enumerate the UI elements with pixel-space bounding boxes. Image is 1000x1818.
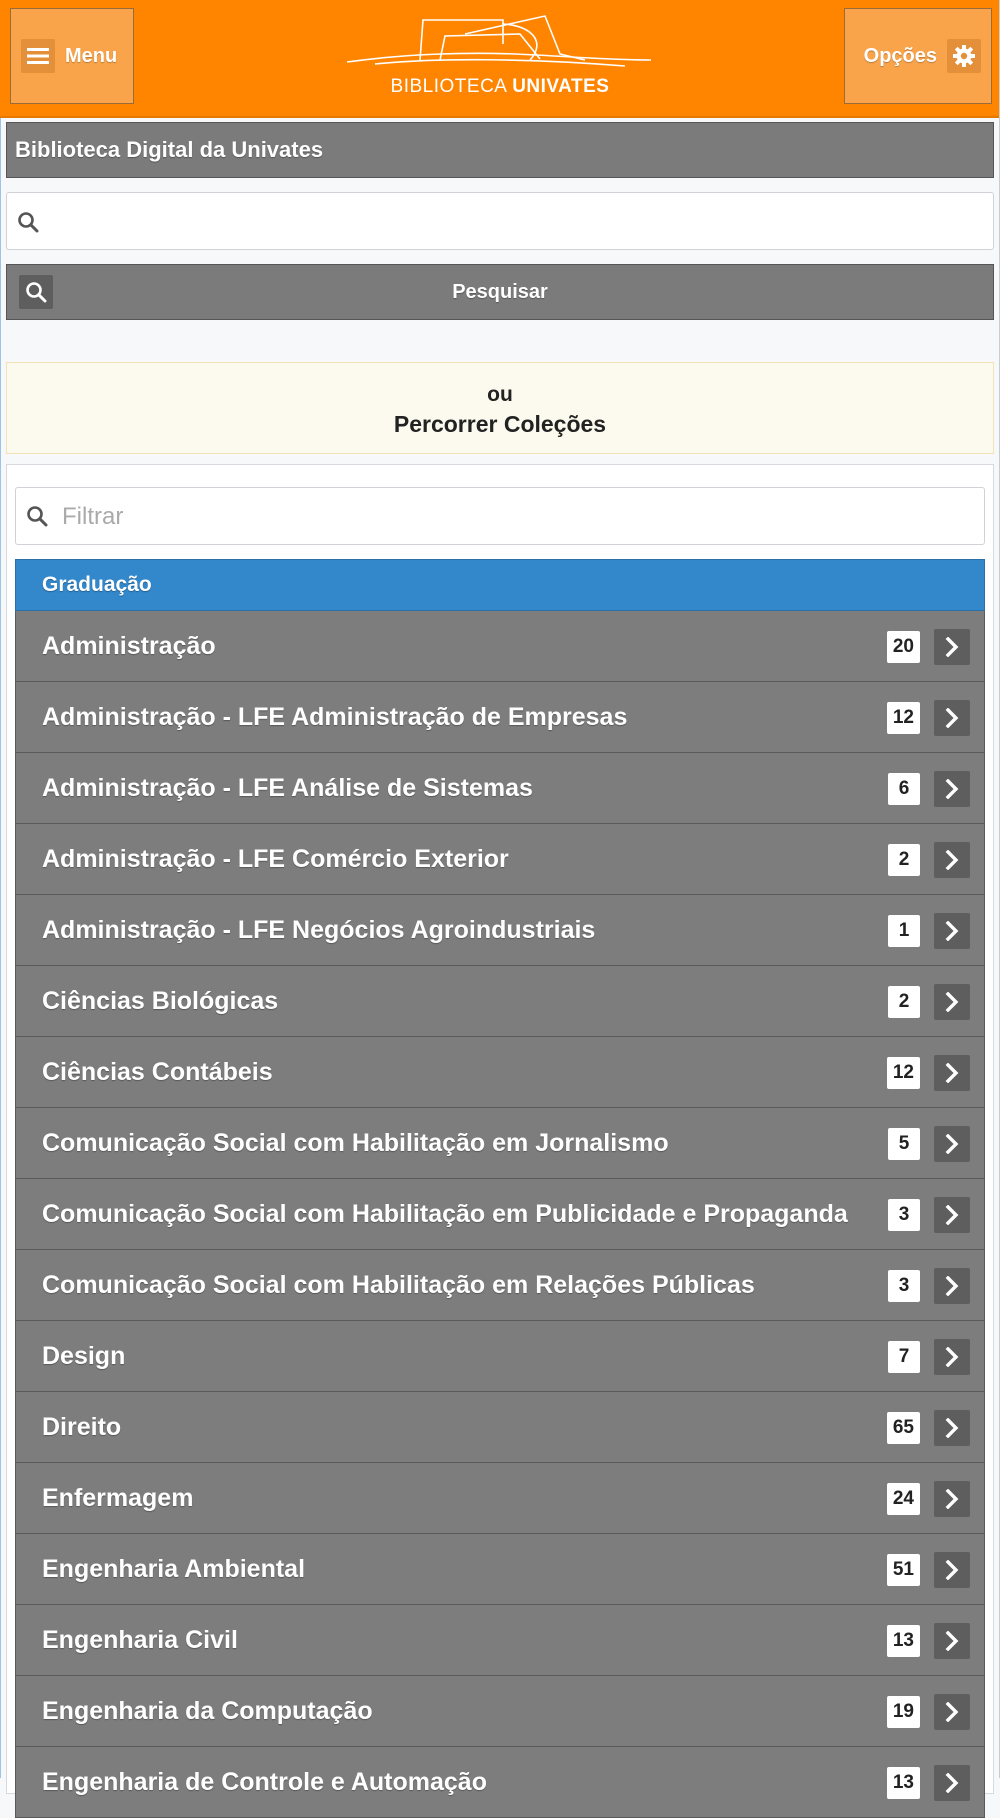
count-badge: 51 (887, 1554, 920, 1586)
collection-list (15, 611, 985, 1818)
menu-button[interactable] (10, 8, 134, 104)
list-divider-graduacao: Graduação (15, 559, 985, 611)
count-badge: 2 (888, 986, 920, 1018)
search-input[interactable] (51, 201, 975, 243)
count-badge: 3 (888, 1199, 920, 1231)
app-header (0, 0, 999, 118)
chevron-right-icon[interactable] (934, 1481, 970, 1517)
count-badge: 3 (888, 1270, 920, 1302)
list-item[interactable] (15, 1037, 985, 1108)
chevron-right-icon[interactable] (934, 1694, 970, 1730)
list-item[interactable] (15, 753, 985, 824)
list-item[interactable] (15, 1747, 985, 1818)
chevron-right-icon[interactable] (934, 842, 970, 878)
list-item-label: Administração - LFE Negócios Agroindustriais (42, 916, 596, 944)
list-item[interactable] (15, 611, 985, 682)
count-badge: 2 (888, 844, 920, 876)
gear-icon (947, 39, 981, 73)
list-item[interactable] (15, 1534, 985, 1605)
browse-collections-box (6, 362, 994, 454)
filter-box (15, 487, 985, 545)
count-badge: 1 (888, 915, 920, 947)
search-icon (26, 505, 48, 532)
options-label: Opções (863, 44, 937, 67)
search-button-label: Pesquisar (452, 280, 548, 303)
menu-label: Menu (65, 44, 118, 67)
search-button[interactable] (6, 264, 994, 320)
chevron-right-icon[interactable] (934, 1410, 970, 1446)
browse-collections-title: Percorrer Coleções (393, 411, 607, 437)
count-badge: 65 (887, 1412, 920, 1444)
list-item-label: Engenharia Civil (42, 1626, 238, 1654)
chevron-right-icon[interactable] (934, 1765, 970, 1801)
list-item-label: Ciências Biológicas (42, 987, 279, 1015)
list-item-label: Administração - LFE Comércio Exterior (42, 845, 509, 873)
list-item[interactable] (15, 1321, 985, 1392)
list-item[interactable] (15, 966, 985, 1037)
count-badge: 12 (887, 702, 920, 734)
list-item-label: Administração - LFE Administração de Empresas (42, 703, 628, 731)
biblioteca-univates-logo[interactable] (345, 14, 655, 104)
list-item[interactable] (15, 1676, 985, 1747)
list-item-label: Engenharia Ambiental (42, 1555, 306, 1583)
chevron-right-icon[interactable] (934, 700, 970, 736)
count-badge: 6 (888, 773, 920, 805)
chevron-right-icon[interactable] (934, 984, 970, 1020)
list-item[interactable] (15, 824, 985, 895)
list-item-label: Comunicação Social com Habilitação em Relações Públicas (42, 1271, 755, 1299)
hamburger-icon (21, 39, 55, 73)
chevron-right-icon[interactable] (934, 771, 970, 807)
chevron-right-icon[interactable] (934, 1552, 970, 1588)
list-item-label: Administração - LFE Análise de Sistemas (42, 774, 533, 802)
chevron-right-icon[interactable] (934, 1126, 970, 1162)
chevron-right-icon[interactable] (934, 1055, 970, 1091)
list-item[interactable] (15, 1250, 985, 1321)
or-label: ou (487, 383, 513, 406)
chevron-right-icon[interactable] (934, 1268, 970, 1304)
list-item[interactable] (15, 1392, 985, 1463)
page-title: Biblioteca Digital da Univates (6, 122, 994, 178)
list-item[interactable] (15, 895, 985, 966)
count-badge: 7 (888, 1341, 920, 1373)
count-badge: 13 (887, 1625, 920, 1657)
count-badge: 5 (888, 1128, 920, 1160)
list-item[interactable] (15, 1463, 985, 1534)
list-item-label: Design (42, 1342, 126, 1370)
list-item-label: Direito (42, 1413, 122, 1441)
logo-text: BIBLIOTECA UNIVATES (390, 76, 610, 97)
chevron-right-icon[interactable] (934, 1339, 970, 1375)
count-badge: 20 (887, 631, 920, 663)
chevron-right-icon[interactable] (934, 1623, 970, 1659)
filter-input[interactable] (60, 496, 964, 538)
list-item-label: Engenharia de Controle e Automação (42, 1768, 487, 1796)
left-border (0, 0, 1, 1778)
list-item[interactable] (15, 1605, 985, 1676)
logo-graphic (345, 14, 655, 74)
list-item-label: Engenharia da Computação (42, 1697, 373, 1725)
list-item-label: Comunicação Social com Habilitação em Publicidade e Propaganda (42, 1200, 848, 1228)
options-button[interactable] (844, 8, 992, 104)
count-badge: 12 (887, 1057, 920, 1089)
chevron-right-icon[interactable] (934, 629, 970, 665)
list-item-label: Enfermagem (42, 1484, 194, 1512)
chevron-right-icon[interactable] (934, 1197, 970, 1233)
list-item-label: Ciências Contábeis (42, 1058, 273, 1086)
list-item-label: Comunicação Social com Habilitação em Jornalismo (42, 1129, 669, 1157)
count-badge: 13 (887, 1767, 920, 1799)
list-item[interactable] (15, 1179, 985, 1250)
chevron-right-icon[interactable] (934, 913, 970, 949)
list-item[interactable] (15, 1108, 985, 1179)
list-item-label: Administração (42, 632, 216, 660)
search-icon (19, 275, 53, 309)
list-item[interactable] (15, 682, 985, 753)
search-box (6, 192, 994, 250)
count-badge: 19 (887, 1696, 920, 1728)
search-icon (17, 211, 39, 238)
count-badge: 24 (887, 1483, 920, 1515)
